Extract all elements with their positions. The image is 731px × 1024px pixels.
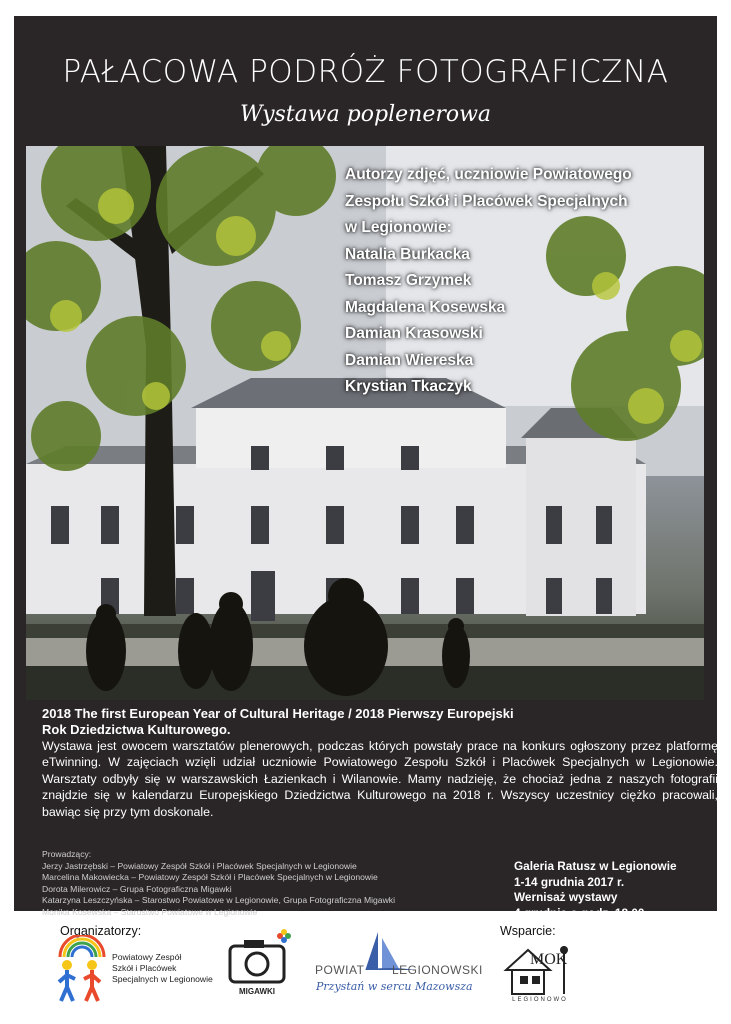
mok-house-icon: [500, 940, 580, 998]
powiat-word: POWIAT: [315, 963, 365, 977]
leader-line: Monika Kosewska – Starostwo Powiatowe w Legionowie: [42, 906, 258, 917]
pzs-logo: [52, 935, 222, 1005]
gallery-line: 4 grudnia o godz. 18.00: [514, 905, 645, 920]
heritage-line: 2018 The first European Year of Cultural Heritage / 2018 Pierwszy Europejski: [42, 706, 514, 721]
leaders-list: [42, 849, 482, 919]
heritage-heading: [42, 706, 702, 738]
pzs-line: Specjalnych w Legionowie: [112, 974, 213, 984]
author-name: Damian Wiereska: [345, 351, 474, 369]
authors-list: [345, 162, 685, 401]
leaders-heading: Prowadzący:: [42, 849, 92, 859]
pzs-figures-icon: [52, 935, 112, 1005]
powiat-logo: [312, 930, 484, 1002]
gallery-line: Wernisaż wystawy: [514, 890, 618, 905]
leader-line: Dorota Milerowicz – Grupa Fotograficzna Migawki: [42, 883, 232, 894]
leader-line: Katarzyna Leszczyńska – Starostwo Powiatowe w Legionowie, Grupa Fotograficzna Migawki: [42, 895, 395, 906]
author-name: Magdalena Kosewska: [345, 298, 506, 316]
mok-logo: [500, 940, 580, 1010]
support-label: Wsparcie:: [500, 924, 556, 938]
leader-line: Marcelina Makowiecka – Powiatowy Zespół Szkół i Placówek Specjalnych w Legionowie: [42, 872, 378, 883]
heritage-line: Rok Dziedzictwa Kulturowego.: [42, 722, 231, 737]
author-name: Damian Krasowski: [345, 325, 483, 342]
author-name: Tomasz Grzymek: [345, 272, 472, 289]
poster-title: PAŁACOWA PODRÓŻ FOTOGRAFICZNA: [62, 54, 669, 90]
pzs-name: [112, 952, 232, 985]
pzs-line: Szkół i Placówek: [112, 963, 177, 973]
authors-line: Zespołu Szkół i Placówek Specjalnych: [345, 192, 628, 210]
mok-label: LEGIONOWO: [512, 997, 568, 1003]
gallery-line: 1-14 grudnia 2017 r.: [514, 874, 625, 889]
poster-subtitle: Wystawa poplenerowa: [239, 102, 492, 127]
exhibition-description: Wystawa jest owocem warsztatów plenerowych, podczas których powstały prace na konkurs ogłoszony przez platformę eTwinning. W zajęciach wzięli udział uczniowie Powiatowego Zespołu Szkół i Placówek Specjalnych w Legionowie. Warsztaty odbyły się w warszawskich Łazienkach i Wilanowie. Mamy nadzieję, że chociaż jedna z naszych fotografii znajdzie się w kalendarzu Europejskiego Dziedzictwa Kulturowego na 2018 r. Wszyscy uczestnicy ciężko pracowali, bawiąc się przy tym doskonale.: [42, 739, 718, 819]
powiat-slogan: Przystań w sercu Mazowsza: [316, 980, 473, 993]
authors-line: w Legionowie:: [345, 219, 452, 236]
migawki-label: MIGAWKI: [239, 987, 275, 996]
gallery-line: Galeria Ratusz w Legionowie: [514, 859, 677, 873]
gallery-info: [514, 859, 724, 921]
legionowski-word: LEGIONOWSKI: [392, 963, 483, 977]
leader-line: Jerzy Jastrzębski – Powiatowy Zespół Szkół i Placówek Specjalnych w Legionowie: [42, 860, 357, 871]
poster-background: [14, 16, 718, 920]
organizers-label: Organizatorzy:: [60, 924, 142, 938]
mok-letters: MOK: [530, 951, 568, 968]
authors-line: Autorzy zdjęć, uczniowie Powiatowego: [345, 166, 632, 183]
pzs-line: Powiatowy Zespół: [112, 952, 182, 962]
author-name: Krystian Tkaczyk: [345, 378, 472, 395]
author-name: Natalia Burkacka: [345, 245, 470, 263]
migawki-logo: [222, 922, 298, 1000]
camera-icon: [222, 922, 298, 988]
